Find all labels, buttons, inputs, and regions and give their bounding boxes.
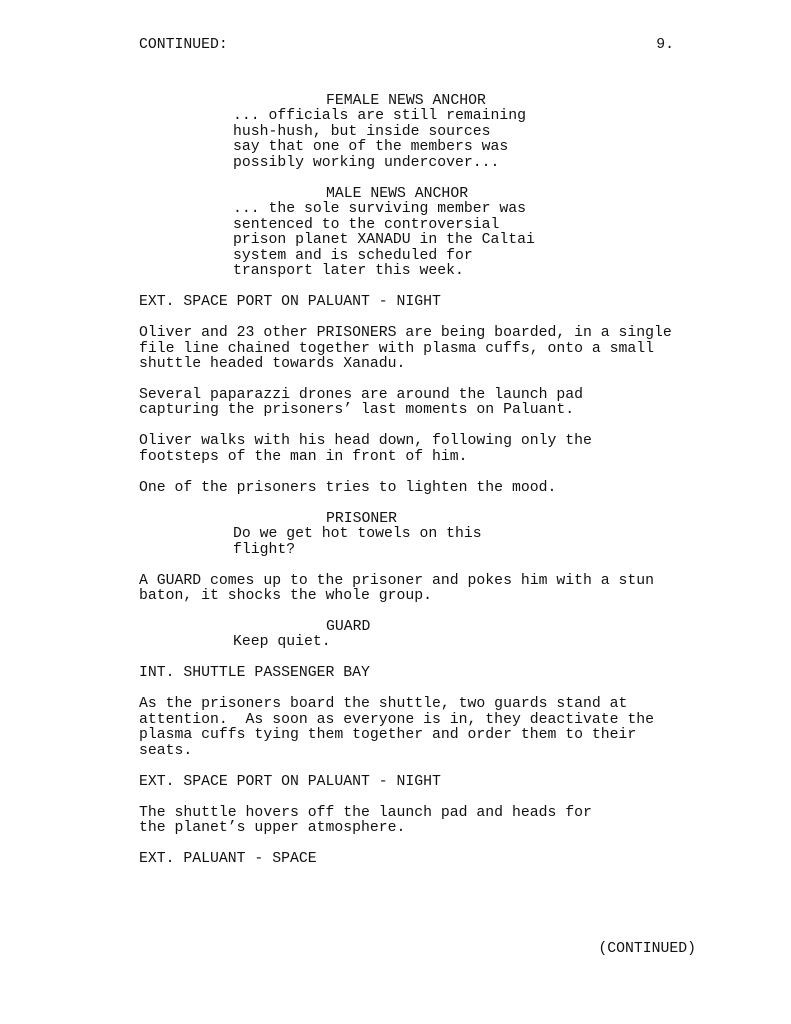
continued-header: CONTINUED: [139, 37, 228, 53]
character-name: FEMALE NEWS ANCHOR [326, 93, 486, 109]
character-name: MALE NEWS ANCHOR [326, 185, 469, 202]
action-line: baton, it shocks the whole group. [139, 588, 433, 605]
action-line: footsteps of the man in front of him. [139, 448, 468, 465]
action-line: shuttle headed towards Xanadu. [139, 355, 406, 372]
dialogue-line: prison planet XANADU in the Caltai [233, 232, 535, 249]
page-number: 9. [656, 37, 674, 53]
scene-heading: EXT. SPACE PORT ON PALUANT - NIGHT [139, 294, 441, 311]
character-name: GUARD [326, 618, 371, 635]
action-line: A GUARD comes up to the prisoner and pokes him with a stun [139, 572, 655, 589]
action-line: One of the prisoners tries to lighten the mood. [139, 479, 557, 496]
action-line: Several paparazzi drones are around the launch pad [139, 386, 583, 403]
scene-heading: INT. SHUTTLE PASSENGER BAY [139, 665, 370, 682]
action-line: the planet’s upper atmosphere. [139, 820, 406, 837]
dialogue-line: say that one of the members was [233, 139, 509, 156]
dialogue-line: ... officials are still remaining [233, 108, 527, 125]
dialogue-line: system and is scheduled for [233, 247, 473, 264]
action-line: Oliver and 23 other PRISONERS are being boarded, in a single [139, 325, 672, 342]
action-line: As the prisoners board the shuttle, two guards stand at [139, 696, 628, 713]
character-name: PRISONER [326, 510, 398, 527]
action-line: plasma cuffs tying them together and order them to their [139, 727, 637, 744]
action-line: The shuttle hovers off the launch pad and heads for [139, 804, 592, 821]
dialogue-line: possibly working undercover... [233, 154, 500, 171]
dialogue-line: Do we get hot towels on this [233, 526, 482, 543]
scene-heading: EXT. SPACE PORT ON PALUANT - NIGHT [139, 773, 441, 790]
dialogue-line: transport later this week. [233, 263, 464, 280]
continued-footer: (CONTINUED) [598, 941, 696, 957]
action-line: capturing the prisoners’ last moments on Paluant. [139, 402, 575, 419]
action-line: attention. As soon as everyone is in, they deactivate the [139, 711, 655, 728]
action-line: seats. [139, 742, 193, 759]
dialogue-line: sentenced to the controversial [233, 216, 500, 233]
action-line: file line chained together with plasma cuffs, onto a small [139, 340, 655, 357]
dialogue-line: Keep quiet. [233, 634, 331, 651]
dialogue-line: ... the sole surviving member was [233, 201, 527, 218]
action-line: Oliver walks with his head down, following only the [139, 433, 592, 450]
dialogue-line: flight? [233, 541, 296, 558]
dialogue-line: hush-hush, but inside sources [233, 123, 491, 140]
scene-heading: EXT. PALUANT - SPACE [139, 851, 317, 868]
